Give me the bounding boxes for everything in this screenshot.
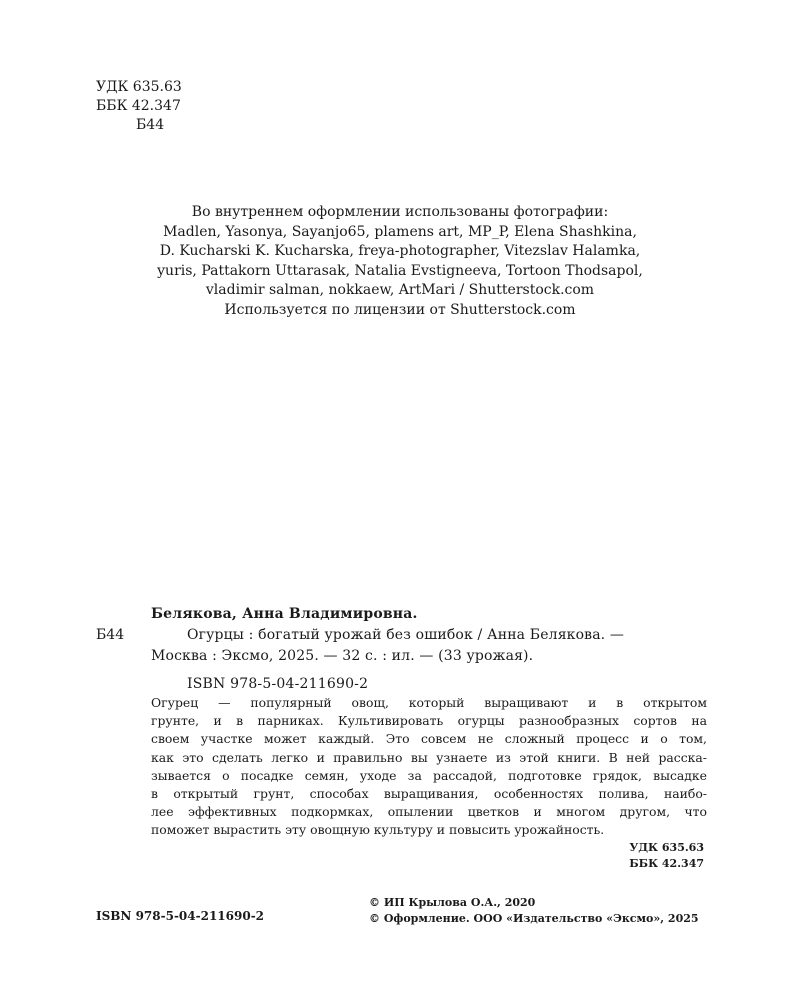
- photo-credit-line: Используется по лицензии от Shutterstock.com: [224, 301, 576, 318]
- annotation-line: как это сделать легко и правильно вы узнаете из этой книги. В ней расска-: [151, 749, 707, 765]
- bbk-code: ББК 42.347: [96, 98, 181, 114]
- record-title-line-2: Москва : Эксмо, 2025. — 32 с. : ил. — (33 урожая).: [151, 648, 534, 664]
- annotation-line: своем участке может каждый. Это совсем не сложный процесс и о том,: [151, 731, 707, 747]
- annotation-line: поможет вырастить эту овощную культуру и повысить урожайность.: [151, 822, 605, 838]
- photo-credits: [0, 203, 800, 320]
- footer-isbn: ISBN 978-5-04-211690-2: [96, 909, 265, 923]
- photo-credit-line: yuris, Pattakorn Uttarasak, Natalia Evstigneeva, Tortoon Thodsapol,: [157, 262, 643, 279]
- photo-credit-line: D. Kucharski K. Kucharska, freya-photographer, Vitezslav Halamka,: [159, 243, 641, 259]
- author-sign: Б44: [136, 117, 165, 133]
- photo-credit-line: vladimir salman, nokkaew, ArtMari / Shutterstock.com: [205, 282, 595, 298]
- annotation-line: зывается о посадке семян, уходе за рассадой, подготовке грядок, высадке: [151, 767, 707, 783]
- record-isbn: ISBN 978-5-04-211690-2: [187, 676, 369, 692]
- annotation-line: в открытый грунт, способах выращивания, особенностях полива, наибо-: [151, 786, 707, 802]
- footer-classification: [629, 840, 704, 872]
- copyright-line: © Оформление. ООО «Издательство «Эксмо», 2025: [369, 912, 699, 925]
- photo-credit-line: Madlen, Yasonya, Sayanjo65, plamens art, MP_P, Elena Shashkina,: [163, 223, 637, 240]
- footer-udk: УДК 635.63: [629, 841, 704, 854]
- annotation-line: лее эффективных подкормках, опылении цветков и многом другом, что: [151, 804, 707, 820]
- annotation: [151, 694, 707, 840]
- record-sign: Б44: [96, 627, 125, 643]
- classification-codes: [96, 78, 182, 135]
- annotation-line: Огурец — популярный овощ, который выращивают и в открытом: [151, 695, 707, 710]
- footer-bbk: ББК 42.347: [629, 857, 704, 870]
- copyright-block: [369, 895, 699, 927]
- copyright-line: © ИП Крылова О.А., 2020: [369, 896, 536, 909]
- record-author: Белякова, Анна Владимировна.: [151, 606, 418, 622]
- annotation-line: грунте, и в парниках. Культивировать огурцы разнообразных сортов на: [151, 713, 707, 729]
- udk-code: УДК 635.63: [96, 79, 182, 95]
- record-title-line-1: Огурцы : богатый урожай без ошибок / Анна Белякова. —: [187, 627, 625, 643]
- photo-credit-line: Во внутреннем оформлении использованы фотографии:: [191, 204, 609, 220]
